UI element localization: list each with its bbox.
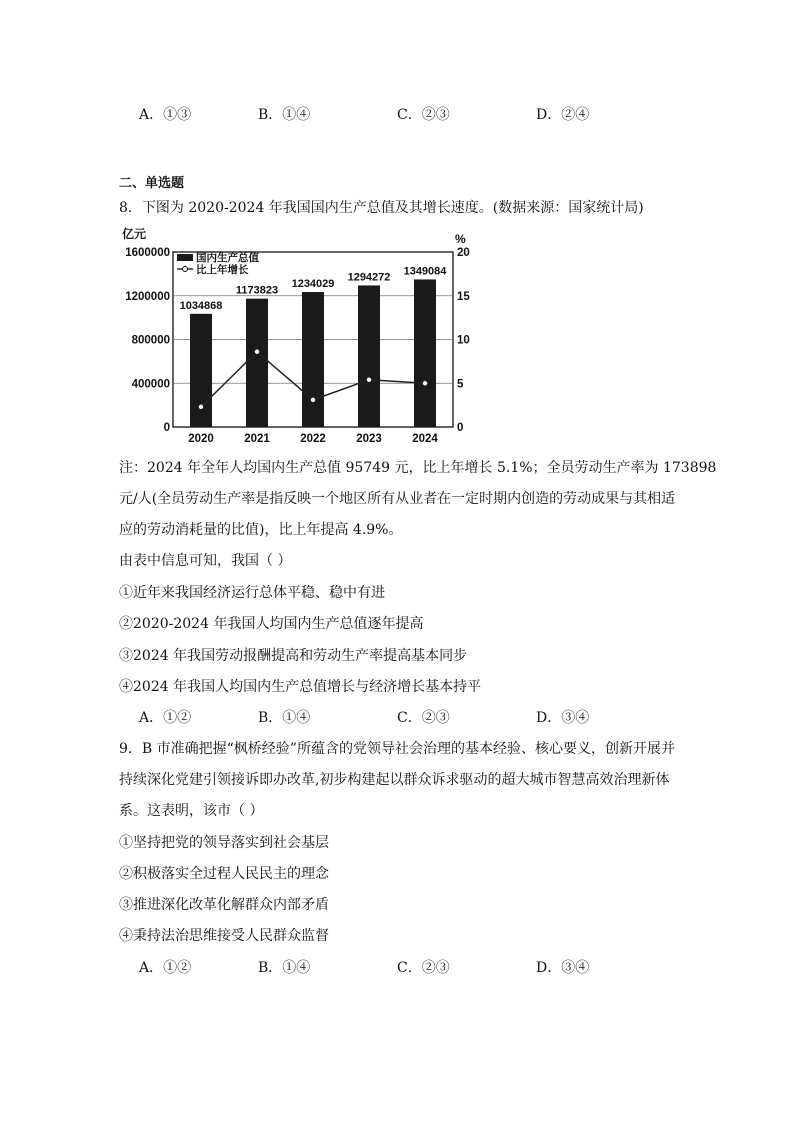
q9-stem-line-2: 持续深化党建引领接诉即办改革,初步构建起以群众诉求驱动的超大城市智慧高效治理新体 (119, 772, 670, 788)
bar-value-label: 1034868 (179, 299, 223, 312)
left-tick-label: 800000 (131, 334, 170, 347)
section-title: 二、单选题 (119, 176, 185, 191)
growth-point (310, 397, 315, 402)
q7-option-c: C．②③ (397, 107, 450, 123)
q9-statement-2: ②积极落实全过程人民民主的理念 (119, 866, 329, 882)
q8-statement-4: ④2024 年我国人均国内生产总值增长与经济增长基本持平 (119, 679, 482, 695)
gdp-bar (302, 292, 324, 427)
q9-statement-4: ④秉持法治思维接受人民群众监督 (119, 928, 329, 944)
legend-label-line: 比上年增长 (196, 264, 249, 276)
q8-option-a: A．①② (139, 710, 192, 726)
q8-statement-3: ③2024 年我国劳动报酬提高和劳动生产率提高基本同步 (119, 648, 468, 664)
legend-swatch-bar (177, 254, 193, 261)
q8-statement-2: ②2020-2024 年我国人均国内生产总值逐年提高 (119, 616, 424, 632)
growth-point (254, 349, 259, 354)
q8-stem: 8．下图为 2020-2024 年我国国内生产总值及其增长速度。(数据来源：国家统计局) (119, 200, 644, 216)
q7-option-b: B．①④ (258, 107, 311, 123)
q8-note-line-2: 元/人(全员劳动生产率是指反映一个地区所有从业者在一定时期内创造的劳动成果与其相适 (119, 491, 676, 507)
q8-prompt: 由表中信息可知，我国（ ） (119, 553, 292, 569)
q8-note-line-1: 注：2024 年全年人均国内生产总值 95749 元，比上年增长 5.1%；全员劳动生产率为 173898 (119, 460, 717, 476)
q8-note-line-3: 应的劳动消耗量的比值)，比上年提高 4.9%。 (119, 522, 403, 538)
growth-point (198, 404, 203, 409)
left-axis-unit: 亿元 (122, 227, 147, 241)
x-tick-label: 2021 (244, 433, 270, 445)
left-tick-label: 400000 (131, 378, 170, 391)
legend-label-bar: 国内生产总值 (196, 252, 259, 264)
q9-statement-3: ③推进深化改革化解群众内部矛盾 (119, 897, 329, 913)
gdp-chart (118, 225, 488, 450)
q9-stem-line-1: 9．B 市准确把握“枫桥经验”所蕴含的党领导社会治理的基本经验、核心要义，创新开展并 (119, 741, 675, 757)
left-tick-label: 1600000 (125, 247, 170, 259)
q9-option-b: B．①④ (258, 960, 311, 976)
q9-option-d: D．③④ (536, 960, 590, 976)
gdp-bar (246, 299, 268, 427)
growth-point (422, 381, 427, 386)
q8-option-c: C．②③ (397, 710, 450, 726)
right-tick-label: 10 (457, 334, 470, 347)
x-tick-label: 2022 (300, 433, 326, 445)
gdp-bar (414, 279, 436, 427)
bar-value-label: 1349084 (403, 265, 447, 278)
x-tick-label: 2024 (412, 433, 438, 445)
q9-statement-1: ①坚持把党的领导落实到社会基层 (119, 835, 329, 851)
q9-option-a: A．①② (139, 960, 192, 976)
bar-value-label: 1294272 (347, 271, 391, 284)
gdp-bar (190, 314, 212, 427)
q8-statement-1: ①近年来我国经济运行总体平稳、稳中有进 (119, 585, 385, 601)
left-tick-label: 0 (163, 422, 170, 434)
q9-stem-line-3: 系。这表明，该市（ ） (119, 803, 264, 819)
right-tick-label: 20 (457, 247, 470, 259)
right-tick-label: 15 (457, 290, 470, 303)
q7-option-a: A．①③ (139, 107, 192, 123)
x-tick-label: 2023 (356, 433, 382, 445)
bar-value-label: 1173823 (235, 284, 279, 297)
bar-value-label: 1234029 (291, 278, 335, 291)
q7-option-d: D．②④ (536, 107, 590, 123)
q9-option-c: C．②③ (397, 960, 450, 976)
right-tick-label: 5 (457, 378, 464, 391)
q8-option-d: D．③④ (536, 710, 590, 726)
x-tick-label: 2020 (188, 433, 214, 445)
growth-point (366, 377, 371, 382)
legend-swatch-point (183, 267, 188, 272)
left-tick-label: 1200000 (125, 290, 170, 303)
gdp-bar (358, 285, 380, 427)
right-axis-unit: % (455, 232, 466, 246)
q8-option-b: B．①④ (258, 710, 311, 726)
right-tick-label: 0 (457, 422, 464, 434)
